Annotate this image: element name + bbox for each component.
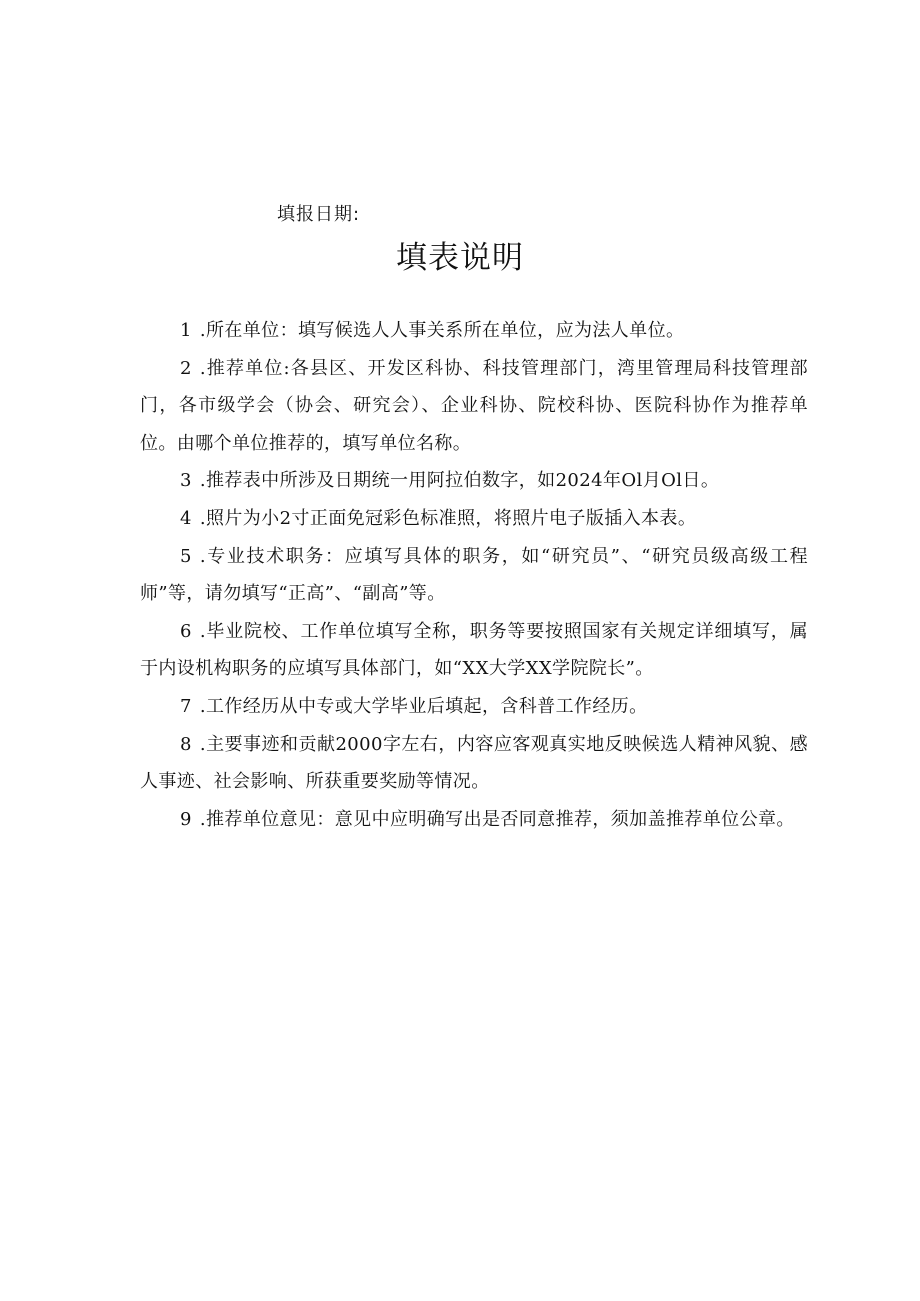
instruction-item (140, 688, 808, 726)
item-number: 3 (180, 470, 192, 492)
item-number: 6 (180, 620, 192, 642)
item-text: .照片为小2寸正面免冠彩色标准照，将照片电子版插入本表。 (199, 507, 697, 529)
instruction-item (140, 726, 808, 801)
item-number: 1 (180, 320, 192, 341)
instruction-item (140, 538, 808, 613)
item-text: .推荐单位:各县区、开发区科协、科技管理部门，湾里管理局科技管理部门，各市级学会（协会、研究会）、企业科协、院校科协、医院科协作为推荐单位。由哪个单位推荐的，填写单位名称。 (140, 357, 808, 454)
instruction-item (140, 500, 808, 538)
fill-date-label: 填报日期: (277, 204, 361, 225)
item-number: 5 (180, 545, 192, 567)
item-text: .毕业院校、工作单位填写全称，职务等要按照国家有关规定详细填写，属于内设机构职务的应填写具体部门，如“XX大学XX学院院长”。 (140, 620, 808, 680)
item-number: 7 (180, 695, 192, 717)
item-number: 2 (180, 357, 192, 379)
instruction-item (140, 350, 808, 463)
item-number: 9 (180, 808, 192, 830)
item-text: .主要事迹和贡献2000字左右，内容应客观真实地反映候选人精神风貌、感人事迹、社会影响、所获重要奖励等情况。 (140, 733, 808, 793)
item-text: .专业技术职务：应填写具体的职务，如“研究员”、“研究员级高级工程师”等，请勿填写“正高”、“副高”等。 (140, 545, 808, 605)
item-number: 8 (180, 733, 192, 755)
item-text: .工作经历从中专或大学毕业后填起，含科普工作经历。 (199, 695, 648, 717)
item-text: .推荐表中所涉及日期统一用阿拉伯数字，如2024年Ol月Ol日。 (199, 470, 720, 492)
item-number: 4 (180, 507, 192, 529)
instruction-item (140, 462, 808, 500)
page-title: 填表说明 (396, 240, 524, 276)
item-text: .所在单位：填写候选人人事关系所在单位，应为法人单位。 (199, 320, 685, 341)
instruction-item (140, 312, 808, 350)
instruction-item (140, 801, 808, 839)
instruction-item (140, 613, 808, 688)
instructions-list (140, 312, 808, 838)
item-text: .推荐单位意见：意见中应明确写出是否同意推荐，须加盖推荐单位公章。 (199, 808, 795, 830)
